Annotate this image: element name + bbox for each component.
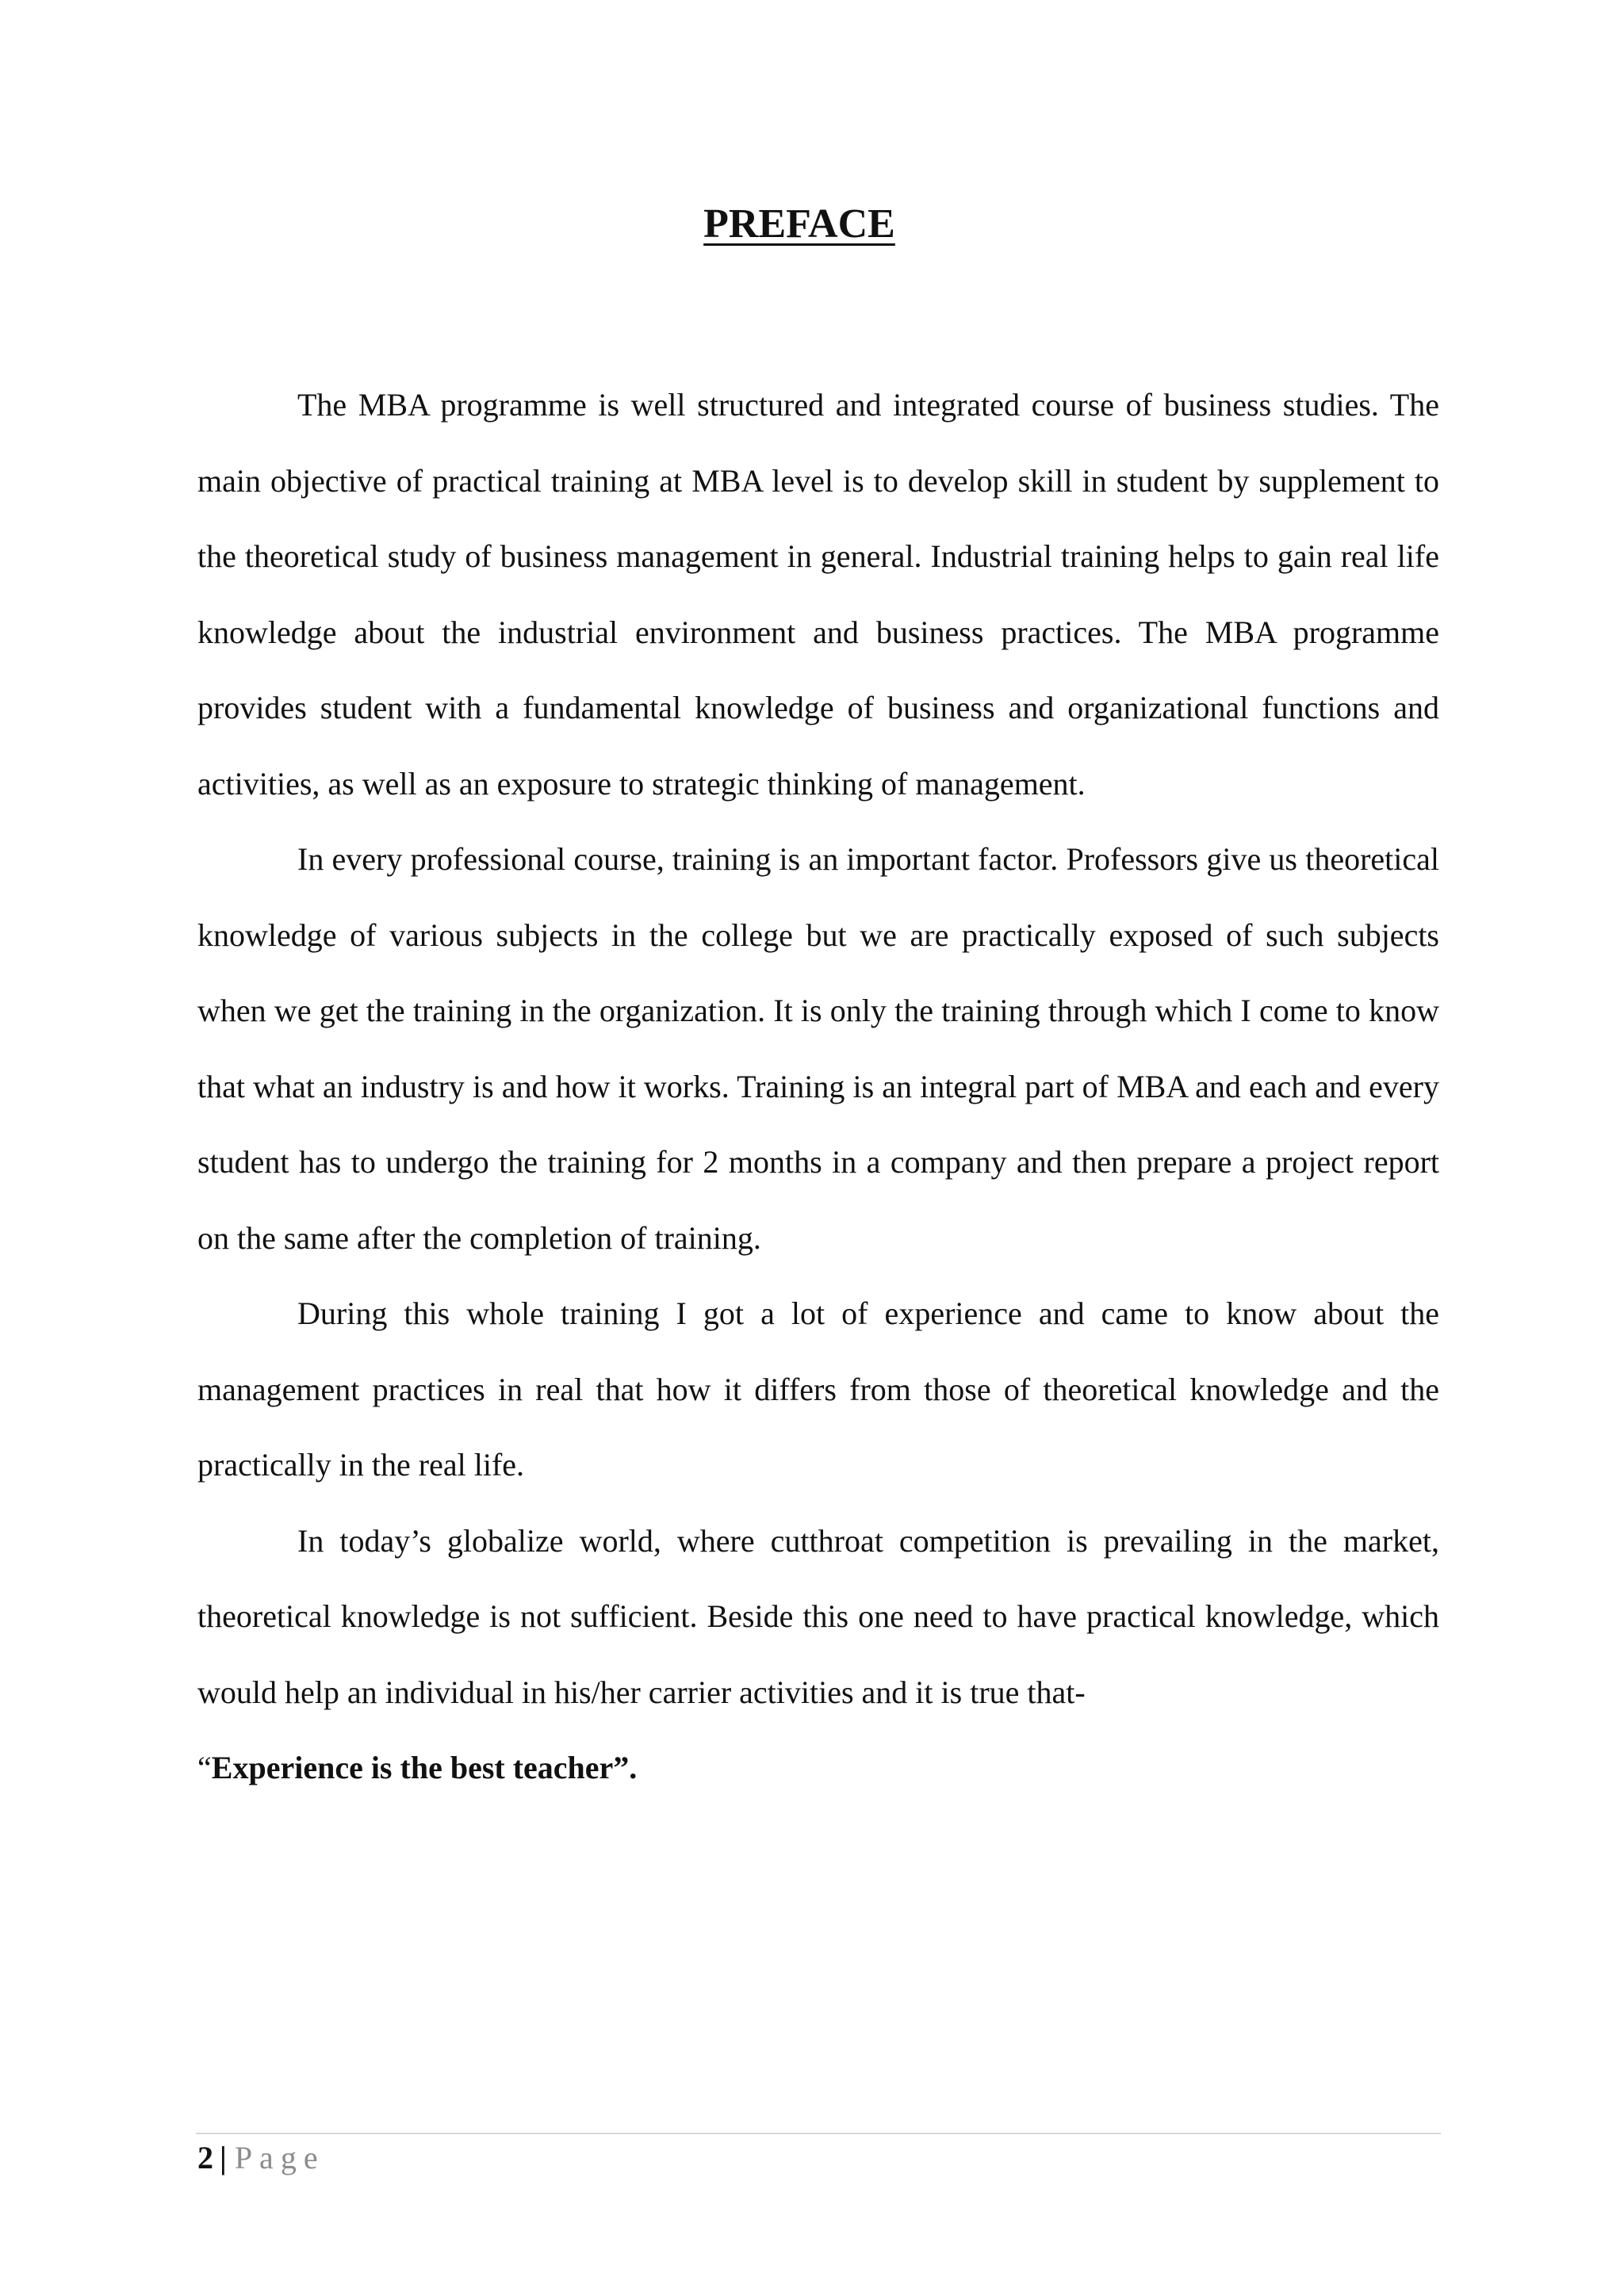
footer-divider <box>196 2133 1441 2134</box>
paragraph-2: In every professional course, training is an important factor. Professors give us theoretical knowledge of various subjects in the college but we are practically exposed of such subjects when we get the training in the organization. It is only the training through which I come to know that what an industry is and how it works. Training is an integral part of MBA and each and every student has to undergo the training for 2 months in a company and then prepare a project report on the same after the completion of training. <box>197 841 1439 1256</box>
closing-quote <box>197 1730 1439 1806</box>
preface-body <box>197 367 1439 1806</box>
quote-text: Experience is the best teacher”. <box>211 1750 638 1785</box>
page-title: PREFACE <box>703 201 895 247</box>
paragraph-1: The MBA programme is well structured and integrated course of business studies. The main objective of practical training at MBA level is to develop skill in student by supplement to the theoretical study of business management in general. Industrial training helps to gain real life knowledge about the industrial environment and business practices. The MBA programme provides student with a fundamental knowledge of business and organizational functions and activities, as well as an exposure to strategic thinking of management. <box>197 387 1439 802</box>
paragraph-3: During this whole training I got a lot of experience and came to know about the management practices in real that how it differs from those of theoretical knowledge and the practically in the real life. <box>197 1295 1439 1483</box>
page-footer <box>197 2136 325 2180</box>
page-label: Page <box>234 2140 325 2175</box>
paragraph-4: In today’s globalize world, where cutthroat competition is prevailing in the market, theoretical knowledge is not sufficient. Beside this one need to have practical knowledge, which would help an individual in his/her carrier activities and it is true that- <box>197 1522 1439 1710</box>
quote-open-mark: “ <box>197 1750 212 1785</box>
footer-separator: | <box>220 2140 227 2175</box>
page-number: 2 <box>197 2140 213 2175</box>
